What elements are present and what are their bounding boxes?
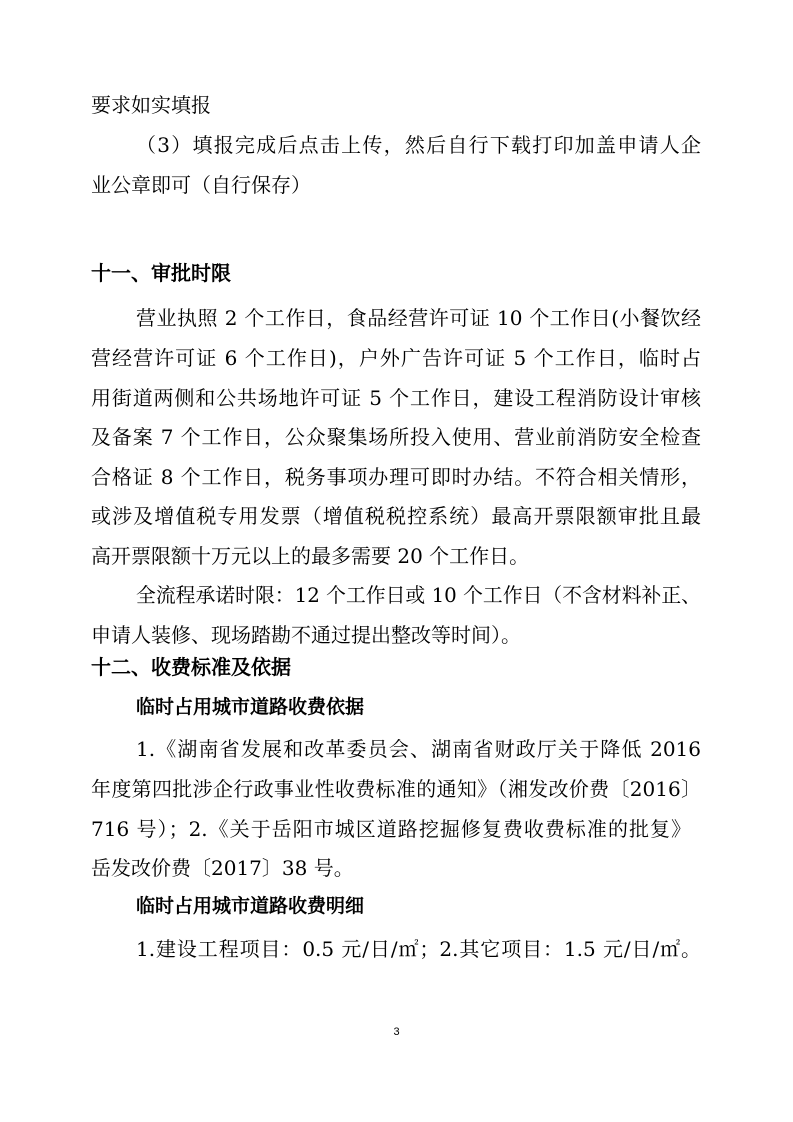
subsection-heading: 临时占用城市道路收费明细 bbox=[136, 895, 365, 917]
text-line: 716 号）；2.《关于岳阳市城区道路挖掘修复费收费标准的批复》 bbox=[91, 817, 691, 841]
text-line: 高开票限额十万元以上的最多需要 20 个工作日。 bbox=[91, 544, 530, 568]
text-line: 及备案 7 个工作日，公众聚集场所投入使用、营业前消防安全检查 bbox=[91, 425, 701, 449]
text-line: 或涉及增值税专用发票（增值税税控系统）最高开票限额审批且最 bbox=[91, 504, 701, 528]
text-line: 营业执照 2 个工作日，食品经营许可证 10 个工作日(小餐饮经 bbox=[136, 306, 701, 330]
text-line: （3）填报完成后点击上传，然后自行下载打印加盖申请人企 bbox=[136, 133, 701, 157]
subsection-heading: 临时占用城市道路收费依据 bbox=[136, 696, 365, 718]
text-line: 用街道两侧和公共场地许可证 5 个工作日，建设工程消防设计审核 bbox=[91, 386, 701, 410]
text-line: 业公章即可（自行保存） bbox=[91, 173, 311, 197]
page-number: 3 bbox=[393, 1026, 400, 1038]
text-line: 全流程承诺时限：12 个工作日或 10 个工作日（不含材料补正、 bbox=[136, 584, 701, 607]
text-line: 营经营许可证 6 个工作日)，户外广告许可证 5 个工作日，临时占 bbox=[91, 346, 701, 370]
text-line: 合格证 8 个工作日，税务事项办理可即时办结。不符合相关情形， bbox=[91, 465, 701, 489]
text-line: 1.《湖南省发展和改革委员会、湖南省财政厅关于降低 2016 bbox=[136, 737, 701, 761]
section-heading: 十一、审批时限 bbox=[91, 261, 231, 285]
text-line: 年度第四批涉企行政事业性收费标准的通知》（湘发改价费〔2016〕 bbox=[91, 777, 701, 801]
section-heading: 十二、收费标准及依据 bbox=[91, 655, 291, 679]
text-line: 1.建设工程项目：0.5 元/日/㎡；2.其它项目：1.5 元/日/㎡。 bbox=[136, 937, 701, 961]
text-line: 岳发改价费〔2017〕38 号。 bbox=[91, 856, 354, 880]
text-line: 申请人装修、现场踏勘不通过提出整改等时间）。 bbox=[91, 623, 521, 647]
text-line: 要求如实填报 bbox=[91, 93, 211, 117]
